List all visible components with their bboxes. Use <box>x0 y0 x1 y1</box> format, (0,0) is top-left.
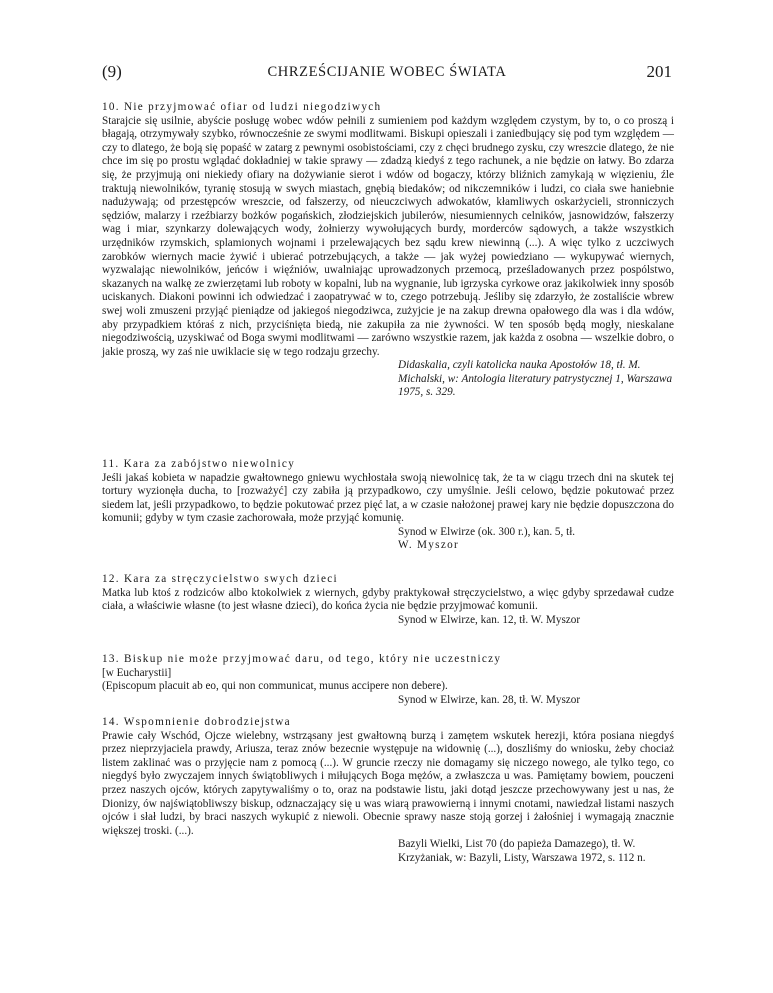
section-body: Jeśli jakaś kobieta w napadzie gwałtownego gniewu wychłostała swoją niewolnicę tak, że ta w ciągu trzech dni na skutek tej tortury wyzionęła ducha, to [rozważyć] czy zabiła ją przypadkowo, czy umyślnie. Jeśli celowo, będzie pokutować przez siedem lat, jeśli przypadkowo, to będzie pokutować przez pięć lat, a w czasie nałożonej prawej kary nie będzie dopuszczona do komunii; gdyby w tym czasie zachorowała, może przyjąć komunię. <box>102 471 674 525</box>
citation <box>398 838 674 865</box>
citation-line: W. Myszor <box>398 539 460 552</box>
section-heading: 12. Kara za stręczycielstwo swych dzieci <box>102 573 338 585</box>
section-heading: 14. Wspomnienie dobrodziejstwa <box>102 716 291 728</box>
citation-line: Synod w Elwirze, kan. 28, tł. W. Myszor <box>398 693 581 706</box>
section-body-latin: (Episcopum placuit ab eo, qui non communicat, munus accipere non debere). <box>102 680 448 693</box>
section-heading: 10. Nie przyjmować ofiar od ludzi niegodziwych <box>102 101 382 113</box>
page-number: 201 <box>646 62 672 81</box>
section-body: [w Eucharystii] <box>102 666 172 679</box>
chapter-number: (9) <box>102 62 122 81</box>
citation <box>398 694 674 707</box>
section-body: Starajcie się usilnie, abyście posługę wobec wdów pełnili z sumieniem pod każdym względem czystym, by to, o co proszą i błagają, otrzymywały szybko, równocześnie ze swymi modlitwami. Biskupi opieszali i zaniedbujący się pod tym względem — czy to dlatego, że boją się popaść w zatarg z pewnymi osobistościami, czy z chęci brudnego zysku, czy wreszcie dlatego, że nie chce im się po prostu wglądać dokładniej w takie sprawy — zdadzą kiedyś z tego rachunek, a nie będzie on łatwy. Bo zdarza się, że przyjmują oni niekiedy ofiary na dożywianie sierot i wdów od bogaczy, którzy bliźnich zamykają w więzieniu, źle traktują niewolników, tyranię stosują w swych miastach, gnębią biedaków; od nikczemników i ludzi, co ciała swe haniebnie nadużywają; od przestępców wreszcie, od fałszerzy, od nieuczciwych adwokatów, kłamliwych oskarżycieli, stronniczych sędziów, malarzy i rzeźbiarzy bożków pogańskich, złodziejskich jubilerów, niesumiennych celników, jasnowidzów, fałszerzy wag i miar, szynkarzy dolewających wody, żołnierzy wywołujących burdy, morderców sądowych, a także wszystkich urzędników rzymskich, splamionych wojnami i przelewających bez sądu krew niewinną (...). A więc tylko z uczciwych zarobków wiernych macie żywić i ubierać potrzebujących, a także — jak wyżej powiedziano — wykupywać wiernych, wyzwalając niewolników, jeńców i więźniów, uwalniając uprowadzonych przemocą, prześladowanych przez pospólstwo, skazanych na walkę ze zwierzętami lub roboty w kopalni, lub na wygnanie, lub igrzyska cyrkowe oraz jakikolwiek inny sposób uciskanych. Diakoni powinni ich odwiedzać i zaopatrywać w to, czego potrzebują. Jeśliby się zdarzyło, że zostaliście wbrew swej woli zmuszeni przyjąć pieniądze od jakiegoś niegodziwca, zużyjcie je na zakup drewna opałowego dla was i dla wdów, aby przypadkiem któraś z nich, przyciśnięta biedą, nie zakupiła za nie żywności. W ten sposób będą mogły, nieskalane niegodziwością, uzyskiwać od Boga swymi modlitwami — zarówno wszystkie razem, jak każda z osobna — wszelkie dobro, o jakie proszą, wy zaś nie uwiklacie się w tego rodzaju grzechy. <box>102 114 674 358</box>
section-heading: 13. Biskup nie może przyjmować daru, od tego, który nie uczestniczy <box>102 653 502 665</box>
citation <box>398 526 674 553</box>
citation-line: Bazyli Wielki, List 70 (do papieża Damazego), tł. W. Krzyżaniak, w: Bazyli, Listy, Warszawa 1972, s. 112 n. <box>398 838 646 864</box>
running-title: CHRZEŚCIJANIE WOBEC ŚWIATA <box>267 64 507 80</box>
section-10 <box>102 101 674 399</box>
citation-line: Synod w Elwirze, kan. 12, tł. W. Myszor <box>398 613 581 626</box>
running-header <box>102 62 672 84</box>
section-heading: 11. Kara za zabójstwo niewolnicy <box>102 458 296 470</box>
citation <box>398 359 674 399</box>
section-body: Matka lub ktoś z rodziców albo ktokolwiek z wiernych, gdyby praktykował stręczycielstwo, a więc gdyby sprzedawał cudze ciała, a właściwie własne (to jest własne dzieci), do końca życia nie będzie przyjmować komunii. <box>102 586 674 613</box>
section-12 <box>102 573 674 627</box>
citation-text: Didaskalia, czyli katolicka nauka Apostołów 18, tł. M. Michalski, w: Antologia literatury patrystycznej 1, Warszawa 1975, s. 329. <box>398 359 673 398</box>
citation <box>398 614 674 627</box>
section-11 <box>102 458 674 553</box>
section-13 <box>102 653 674 707</box>
citation-line: Synod w Elwirze (ok. 300 r.), kan. 5, tł. <box>398 525 576 538</box>
section-14 <box>102 716 674 865</box>
section-body: Prawie cały Wschód, Ojcze wielebny, wstrząsany jest gwałtowną burzą i zamętem wskutek herezji, która posiana niegdyś przez nieprzyjaciela prawdy, Ariusza, teraz znów bezecnie występuje na widownię (...), doszliśmy do wniosku, żeby chociaż listem zaklinać was o przyjęcie nam z pomocą (...). W gruncie rzeczy nie domagamy się niczego nowego, ale tylko tego, co niegdyś było zwyczajem innych świątobliwych i miłujących Boga mężów, a zwłaszcza u was. Pamiętamy bowiem, pouczeni przez naszych ojców, których zapytywaliśmy o to, oraz na podstawie listu, jaki dotąd jeszcze przechowywany jest u nas, że Dionizy, ów najświątobliwszy biskup, odznaczający się u was wiarą prawowierną i innymi cnotami, nawiedzał listami naszych ojców i słał ludzi, by braci naszych wykupić z niewoli. Obecnie sprawy nasze stoją gorzej i żałośniej i wymagają znacznie większej troski. (...). <box>102 729 674 837</box>
